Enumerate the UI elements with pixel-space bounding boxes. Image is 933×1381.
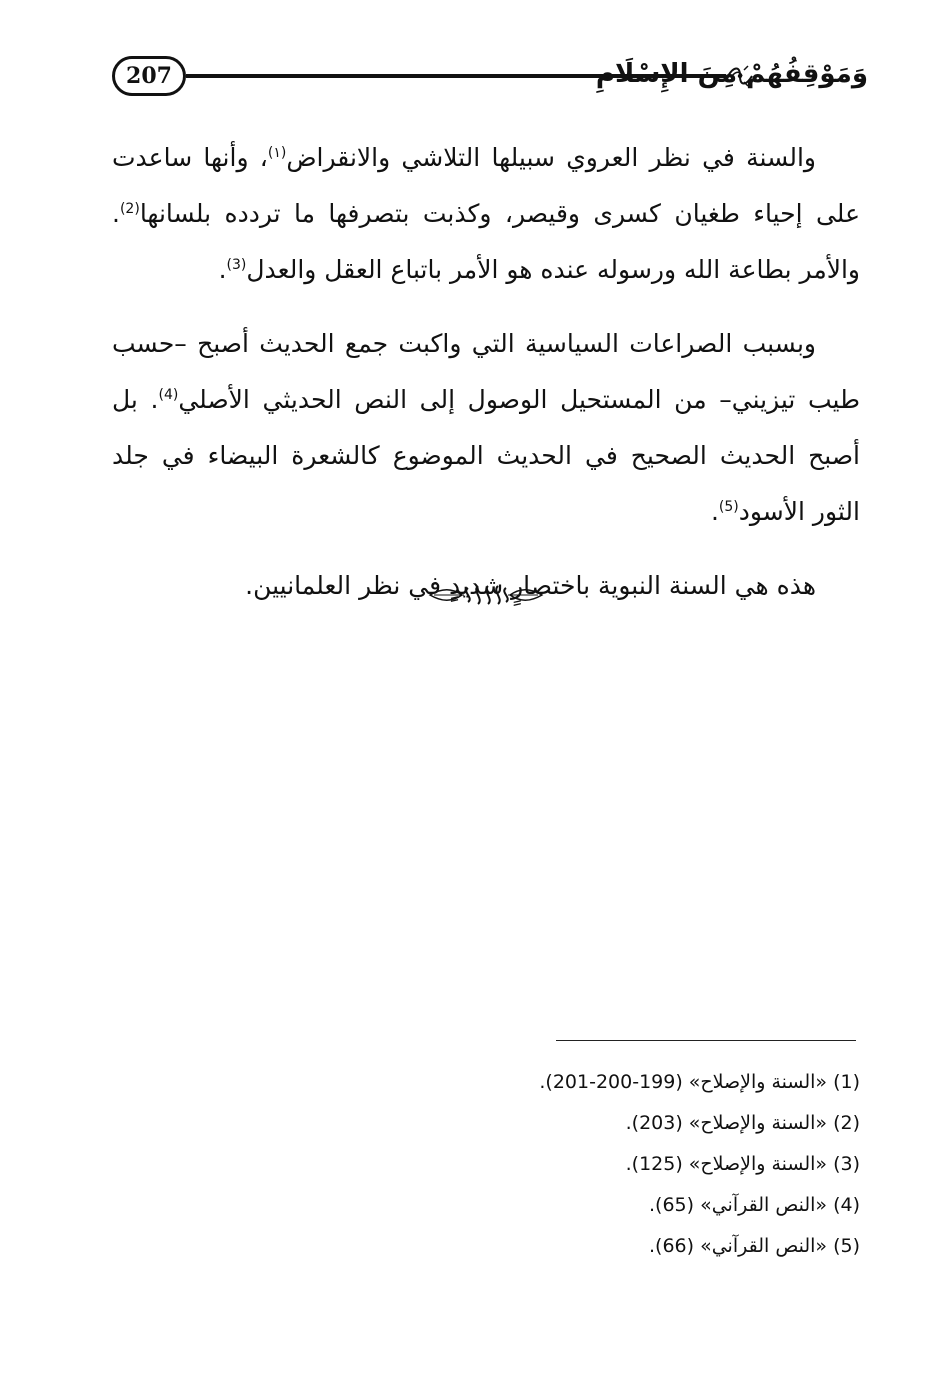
page-number bbox=[112, 56, 186, 96]
footnote-ref: (4) bbox=[158, 387, 179, 403]
footnote-item: (4) «النص القرآني» (65). bbox=[649, 1194, 860, 1216]
footnote-ref: (3) bbox=[226, 257, 247, 273]
footnote-separator bbox=[556, 1040, 856, 1041]
paragraph-text: وبسبب الصراعات السياسية التي واكبت جمع الحديث أصبح –حسب طيب تيزيني– من المستحيل الوصول إلى النص الحديثي الأصلي bbox=[112, 329, 860, 414]
paragraph-text: والسنة في نظر العروي سبيلها التلاشي والانقراض bbox=[286, 143, 817, 172]
section-divider-ornament-icon bbox=[428, 580, 544, 610]
footnote-ref: (2) bbox=[119, 201, 140, 217]
footnotes-list bbox=[380, 1062, 860, 1267]
paragraph-text: . bbox=[710, 497, 719, 526]
paragraph-text: . bbox=[218, 255, 227, 284]
footnote-ref: (١) bbox=[267, 145, 287, 161]
paragraph-text: هذه هي السنة النبوية باختصارٍ شديدٍ في نظر العلمانيين. bbox=[245, 571, 816, 600]
footnote-ref: (5) bbox=[718, 499, 739, 515]
footnote-item: (3) «السنة والإصلاح» (125). bbox=[625, 1153, 860, 1175]
paragraph-text: . والأمر بطاعة الله ورسوله عنده هو الأمر باتباع العقل والعدل bbox=[112, 199, 860, 284]
footnote-item: (2) «السنة والإصلاح» (203). bbox=[625, 1112, 860, 1134]
paragraph-1 bbox=[112, 130, 860, 298]
body-text bbox=[112, 130, 860, 632]
paragraph-text: . بل أصبح الحديث الصحيح في الحديث الموضوع كالشعرة البيضاء في جلد الثور الأسود bbox=[112, 385, 860, 526]
footnote-item: (1) «السنة والإصلاح» (199-200-201). bbox=[539, 1071, 860, 1093]
page-number-text: 207 bbox=[126, 63, 172, 89]
footnote-item: (5) «النص القرآني» (66). bbox=[649, 1235, 860, 1257]
paragraph-text: ، وأنها ساعدت على إحياء طغيان كسرى وقيصر، وكذبت بتصرفها ما تردده بلسانها bbox=[112, 143, 860, 228]
running-title: وَمَوْقِفُهُمْ مِنَ الإِسْلَامِ bbox=[595, 59, 868, 89]
page-header bbox=[108, 52, 868, 104]
paragraph-2 bbox=[112, 316, 860, 540]
